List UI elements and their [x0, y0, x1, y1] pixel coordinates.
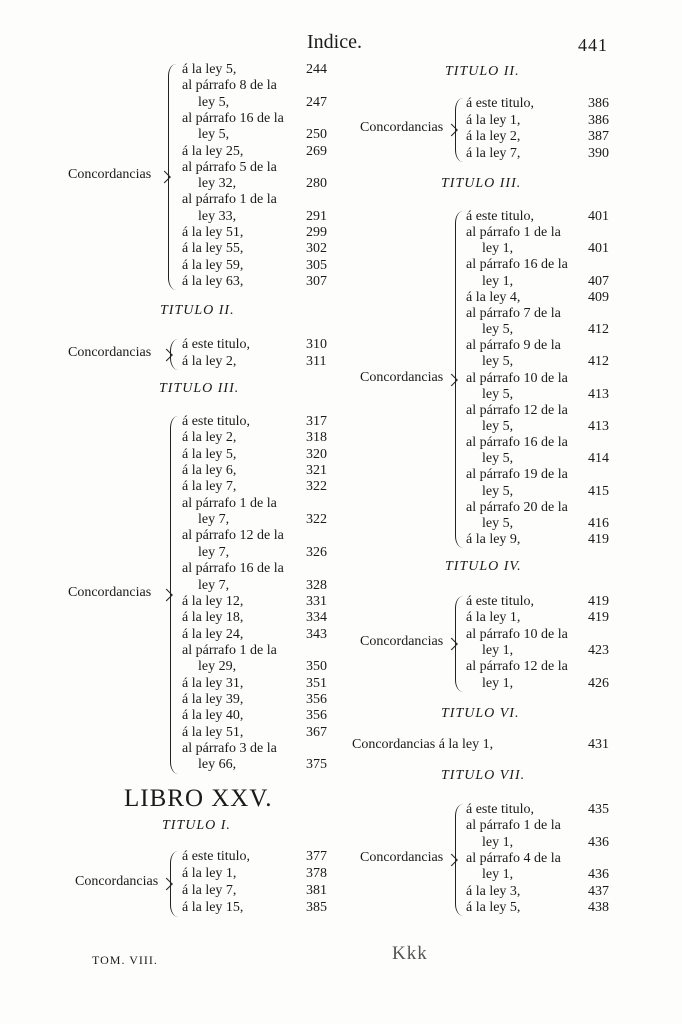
page-ref: 318	[306, 430, 327, 446]
entry-text: ley 5,	[198, 127, 230, 143]
page-ref: 419	[588, 532, 609, 547]
section-heading: TITULO I.	[162, 818, 231, 833]
page-ref: 322	[306, 479, 327, 495]
book-heading: LIBRO XXV.	[124, 785, 273, 812]
entry-text: á la ley 9,	[466, 532, 521, 547]
page-ref: 343	[306, 626, 327, 642]
entry-text: á la ley 5,	[182, 446, 237, 462]
page-ref: 269	[306, 143, 327, 159]
brace-icon	[170, 851, 178, 917]
page-number: 441	[578, 35, 608, 55]
entry-text: ley 1,	[482, 241, 514, 257]
entry-text: al párrafo 5 de la	[182, 159, 277, 175]
entry-text: á la ley 59,	[182, 257, 244, 273]
entry-text: al párrafo 4 de la	[466, 850, 561, 866]
entry-text: á este titulo,	[466, 96, 535, 111]
page-ref: 386	[588, 112, 609, 128]
page-ref: 299	[306, 225, 327, 240]
page-ref: 438	[588, 899, 609, 915]
entry-text: á la ley 1,	[466, 610, 521, 626]
page-ref: 311	[306, 353, 327, 369]
section-heading: TITULO II.	[160, 303, 235, 318]
page-ref: 328	[306, 577, 327, 593]
section-heading: TITULO III.	[441, 176, 522, 191]
page-ref: 387	[588, 129, 609, 144]
page-ref: 413	[588, 386, 609, 402]
page-ref: 250	[306, 127, 327, 143]
page-ref: 416	[588, 515, 609, 531]
page-ref: 419	[588, 594, 609, 609]
concordancias-label: Concordancias	[360, 120, 444, 135]
entry-text: ley 32,	[198, 176, 237, 192]
entry-text: al párrafo 16 de la	[182, 561, 284, 577]
entry-text: ley 1,	[482, 834, 514, 850]
entry-text: á la ley 24,	[182, 626, 244, 642]
entry-text: á este titulo,	[182, 414, 251, 429]
entry-text: ley 5,	[198, 94, 230, 110]
entry-text: á este titulo,	[466, 802, 535, 817]
page-ref: 331	[306, 593, 327, 609]
page-ref: 412	[588, 322, 609, 338]
entry-text: al párrafo 8 de la	[182, 78, 277, 94]
page-ref: 351	[306, 675, 327, 691]
entry-text: al párrafo 12 de la	[466, 659, 568, 675]
page-ref: 320	[306, 446, 327, 462]
page-ref: 377	[306, 849, 327, 864]
page-ref: 356	[306, 708, 327, 724]
brace-icon	[455, 596, 463, 692]
entry-text: á la ley 7,	[182, 479, 237, 495]
page-ref: 385	[306, 900, 327, 915]
entry-text: ley 1,	[482, 642, 514, 658]
page-ref: 431	[588, 737, 609, 752]
brace-icon	[168, 64, 176, 290]
section-heading: TITULO VII.	[441, 768, 526, 783]
entry-text: á este titulo,	[466, 594, 535, 609]
concordancias-label: Concordancias	[68, 584, 152, 600]
entry-text: ley 5,	[482, 386, 514, 402]
entry-text: al párrafo 9 de la	[466, 338, 561, 354]
entry-text: ley 1,	[482, 273, 514, 289]
entry-text: al párrafo 1 de la	[182, 642, 277, 658]
entry-text: á la ley 31,	[182, 675, 244, 691]
page-ref: 412	[588, 354, 609, 370]
entry-text: á la ley 7,	[466, 145, 521, 161]
concordancias-label: Concordancias	[75, 874, 159, 889]
page-ref: 414	[588, 451, 609, 467]
section-heading: TITULO II.	[445, 64, 520, 79]
page-ref: 291	[306, 208, 327, 224]
entry-text: á la ley 2,	[182, 430, 237, 446]
entry-text: Concordancias á la ley 1,	[352, 737, 494, 752]
entry-text: al párrafo 7 de la	[466, 305, 561, 321]
concordancias-label: Concordancias	[360, 633, 444, 649]
page-ref: 326	[306, 544, 327, 560]
concordancias-label: Concordancias	[68, 344, 152, 360]
signature-mark: Kkk	[392, 943, 428, 964]
brace-icon	[455, 98, 463, 162]
page-ref: 305	[306, 257, 327, 273]
section-heading: TITULO III.	[159, 381, 240, 396]
page-ref: 436	[588, 867, 609, 883]
page-ref: 415	[588, 483, 609, 499]
concordancias-label: Concordancias	[360, 850, 444, 866]
entry-text: á la ley 6,	[182, 463, 237, 479]
entry-text: á la ley 40,	[182, 708, 244, 724]
page-ref: 321	[306, 463, 327, 479]
entry-text: al párrafo 1 de la	[466, 225, 561, 241]
page-ref: 401	[588, 209, 609, 224]
index-entry	[352, 737, 609, 753]
entry-text: al párrafo 10 de la	[466, 370, 568, 386]
entry-text: á este titulo,	[466, 209, 535, 224]
page-ref: 367	[306, 724, 327, 740]
brace-icon	[455, 211, 463, 548]
entry-text: ley 5,	[482, 515, 514, 531]
page-ref: 413	[588, 418, 609, 434]
entry-text: ley 66,	[198, 757, 237, 773]
entry-text: á la ley 12,	[182, 593, 244, 609]
entry-text: ley 7,	[198, 577, 230, 593]
page-ref: 423	[588, 642, 609, 658]
entry-text: ley 1,	[482, 675, 514, 691]
page-ref: 356	[306, 691, 327, 707]
concordancias-label: Concordancias	[68, 167, 152, 183]
entry-text: á la ley 55,	[182, 241, 244, 257]
page-ref: 435	[588, 802, 609, 817]
page-ref: 310	[306, 337, 327, 352]
page-ref: 436	[588, 834, 609, 850]
entry-text: al párrafo 1 de la	[182, 495, 277, 511]
entry-text: ley 7,	[198, 512, 230, 528]
page-ref: 302	[306, 241, 327, 257]
entry-text: á la ley 15,	[182, 900, 244, 915]
entry-text: al párrafo 3 de la	[182, 741, 277, 756]
entry-text: ley 5,	[482, 322, 514, 338]
page-ref: 334	[306, 610, 327, 626]
entry-text: al párrafo 16 de la	[182, 110, 284, 126]
entry-text: al párrafo 12 de la	[182, 528, 284, 544]
entry-text: al párrafo 1 de la	[466, 818, 561, 834]
entry-text: á la ley 63,	[182, 273, 244, 289]
entry-text: ley 1,	[482, 867, 514, 883]
entry-text: á la ley 2,	[182, 353, 237, 369]
brace-icon	[170, 416, 178, 774]
entry-text: á la ley 25,	[182, 143, 244, 159]
entry-text: al párrafo 12 de la	[466, 402, 568, 418]
section-heading: TITULO IV.	[445, 559, 522, 574]
entry-text: al párrafo 19 de la	[466, 467, 568, 483]
entry-text: al párrafo 1 de la	[182, 192, 277, 208]
entry-text: á este titulo,	[182, 849, 251, 864]
entry-text: á la ley 1,	[466, 112, 521, 128]
brace-icon	[170, 339, 178, 370]
page-ref: 317	[306, 414, 327, 429]
entry-text: á la ley 4,	[466, 289, 521, 305]
entry-text: á la ley 5,	[466, 899, 521, 915]
entry-text: á la ley 5,	[182, 62, 237, 77]
entry-text: al párrafo 16 de la	[466, 435, 568, 451]
entry-text: á la ley 7,	[182, 883, 237, 898]
entry-text: á este titulo,	[182, 337, 251, 352]
entry-text: á la ley 2,	[466, 129, 521, 144]
page-ref: 390	[588, 145, 609, 161]
entry-text: ley 7,	[198, 544, 230, 560]
page-ref: 437	[588, 883, 609, 899]
entry-text: á la ley 39,	[182, 691, 244, 707]
page-ref: 244	[306, 62, 327, 77]
page-ref: 280	[306, 176, 327, 192]
entry-text: ley 5,	[482, 483, 514, 499]
page-ref: 409	[588, 289, 609, 305]
entry-text: ley 29,	[198, 659, 237, 675]
volume-footer: TOM. VIII.	[92, 953, 158, 967]
entry-text: á la ley 51,	[182, 225, 244, 240]
entry-text: á la ley 51,	[182, 724, 244, 740]
page-ref: 419	[588, 610, 609, 626]
entry-text: ley 5,	[482, 354, 514, 370]
brace-icon	[455, 804, 463, 916]
page-ref: 322	[306, 512, 327, 528]
entry-text: al párrafo 16 de la	[466, 257, 568, 273]
page-ref: 247	[306, 94, 327, 110]
running-header: Indice.	[307, 31, 362, 53]
entry-text: al párrafo 20 de la	[466, 499, 568, 515]
concordancias-label: Concordancias	[360, 369, 444, 385]
entry-text: ley 33,	[198, 208, 237, 224]
page-ref: 381	[306, 883, 327, 898]
entry-text: ley 5,	[482, 451, 514, 467]
page-ref: 401	[588, 241, 609, 257]
page-ref: 307	[306, 273, 327, 289]
entry-text: ley 5,	[482, 418, 514, 434]
entry-text: á la ley 18,	[182, 610, 244, 626]
entry-text: á la ley 3,	[466, 883, 521, 899]
page-ref: 375	[306, 757, 327, 773]
page-ref: 407	[588, 273, 609, 289]
page-ref: 378	[306, 866, 327, 881]
entry-text: al párrafo 10 de la	[466, 626, 568, 642]
page-ref: 426	[588, 675, 609, 691]
page-ref: 386	[588, 96, 609, 111]
page-ref: 350	[306, 659, 327, 675]
entry-text: á la ley 1,	[182, 866, 237, 881]
section-heading: TITULO VI.	[441, 706, 520, 721]
